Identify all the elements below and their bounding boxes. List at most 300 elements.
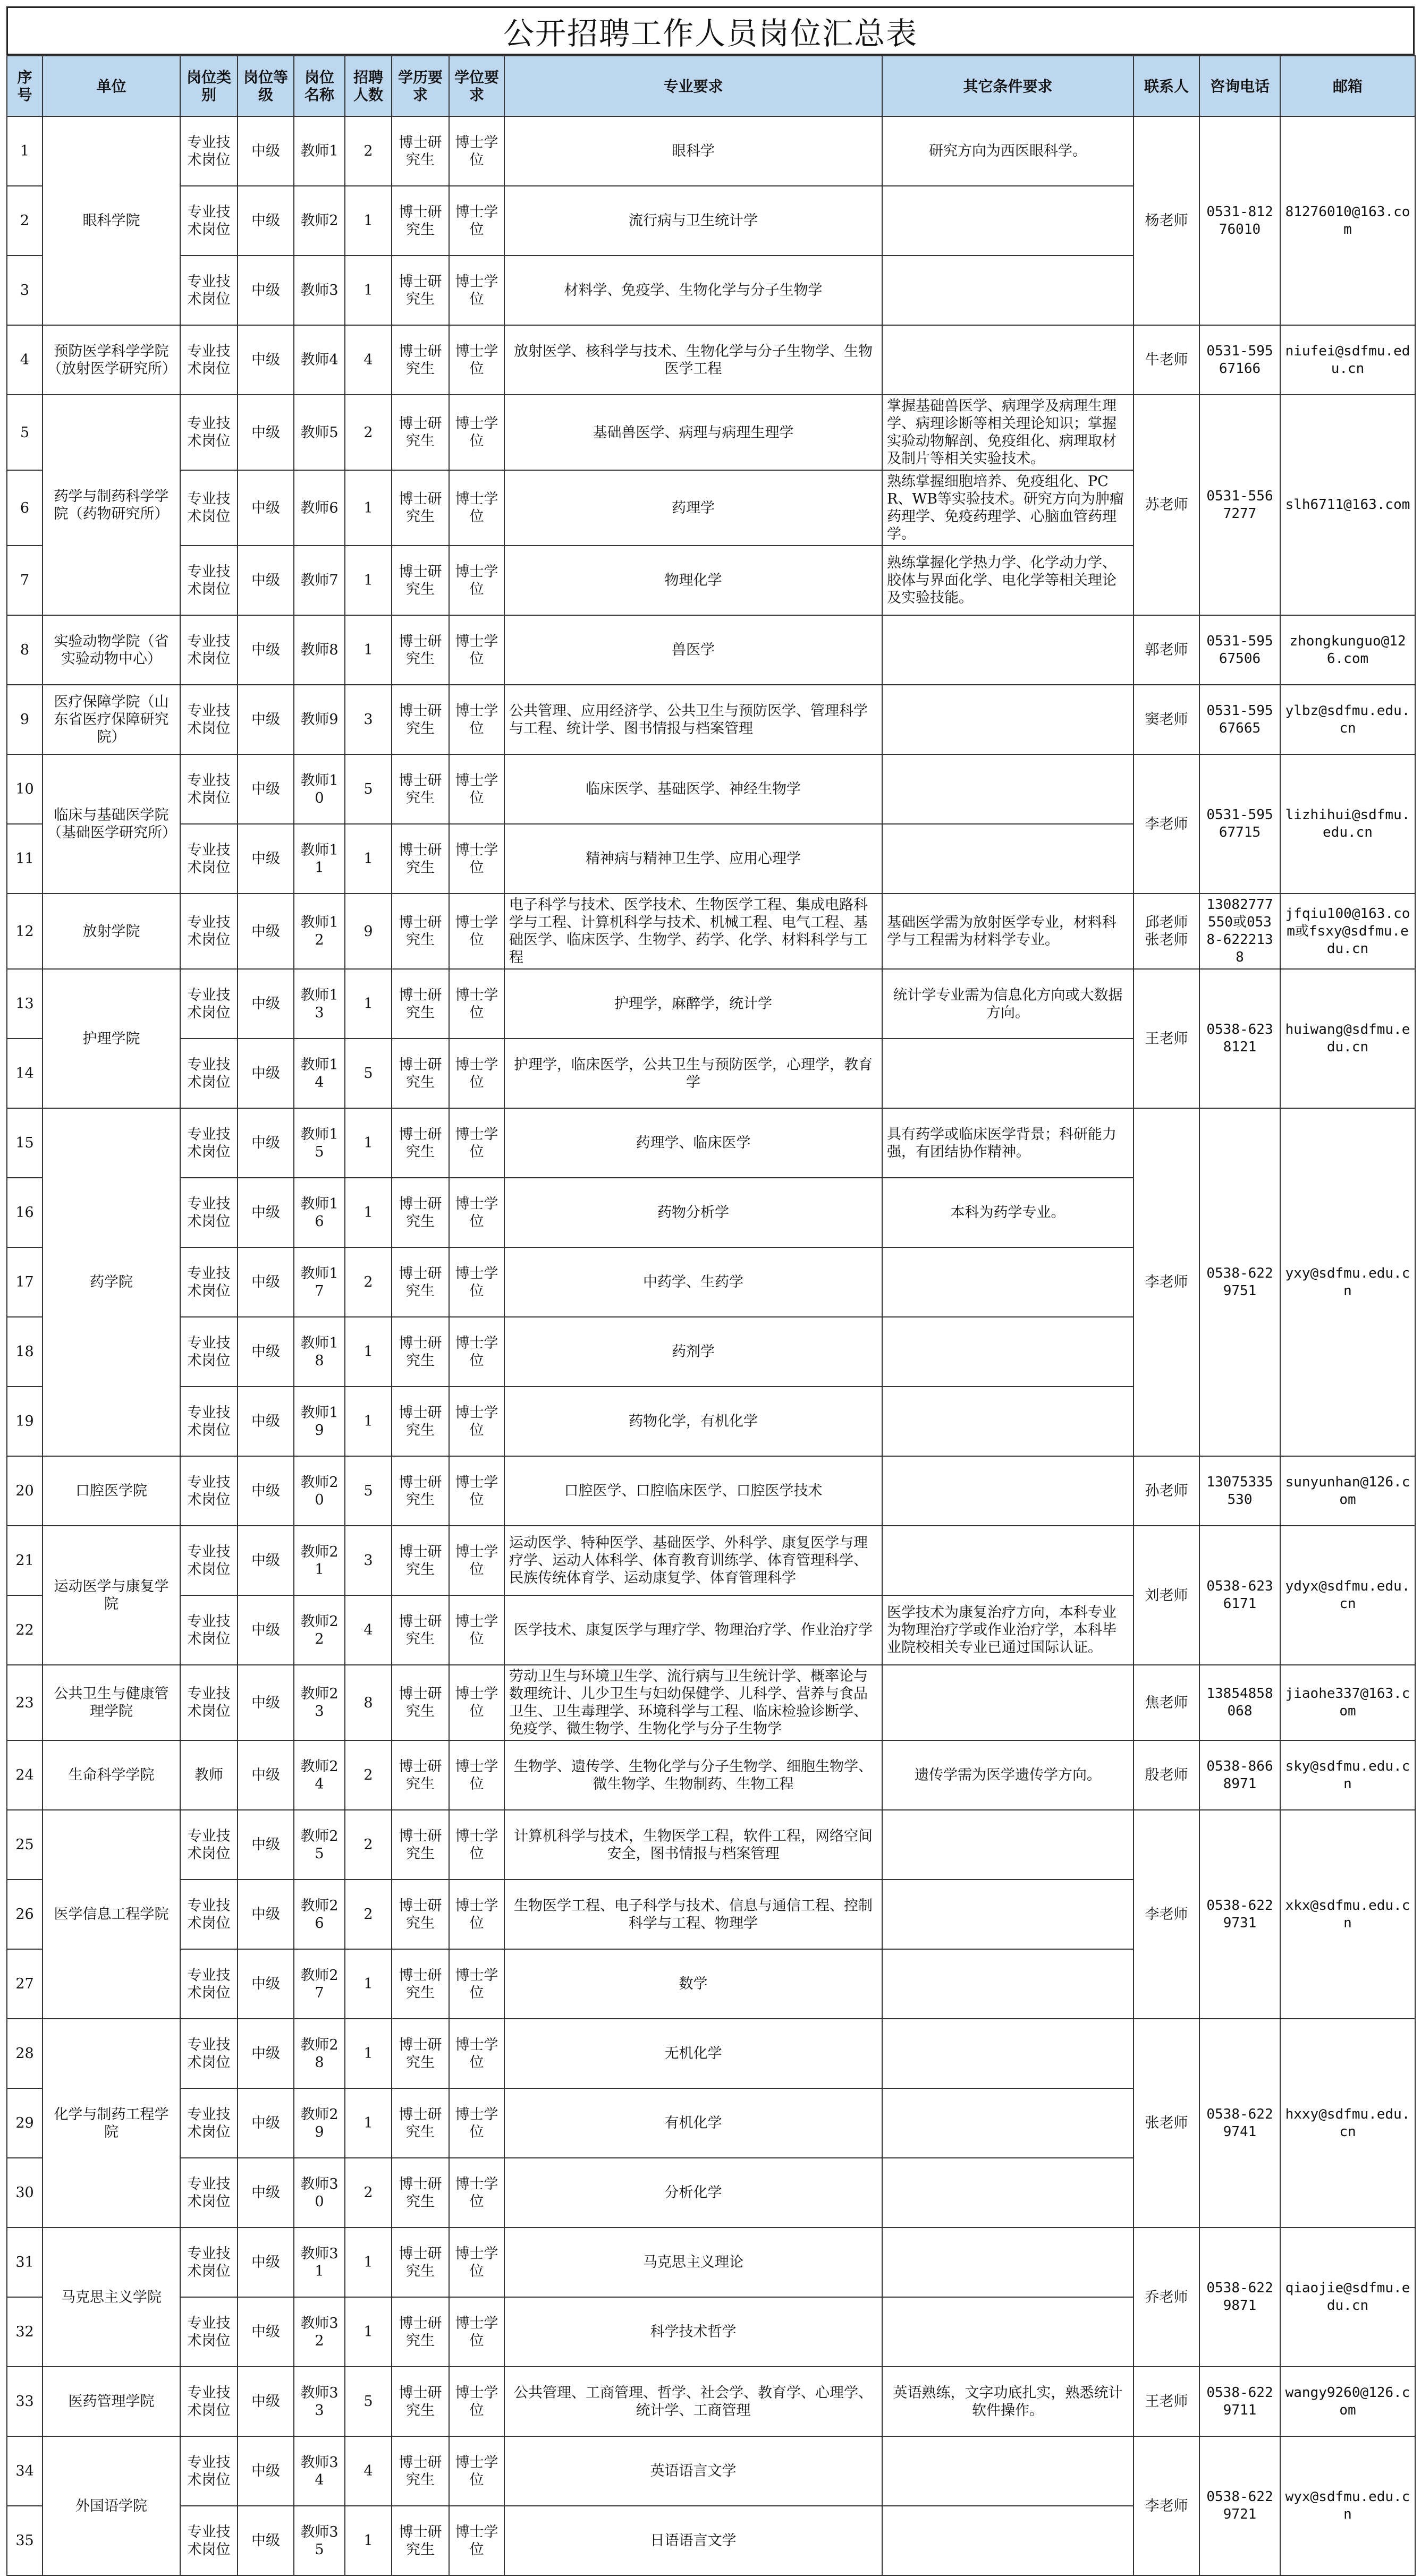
hire-count: 2 bbox=[345, 395, 392, 470]
hire-count: 1 bbox=[345, 1317, 392, 1387]
row-number: 4 bbox=[7, 325, 43, 395]
degree-requirement: 博士学位 bbox=[449, 2088, 504, 2158]
position-name: 教师28 bbox=[294, 2019, 345, 2088]
major-requirement: 日语语言文学 bbox=[504, 2506, 882, 2575]
position-name: 教师12 bbox=[294, 894, 345, 969]
hire-count: 1 bbox=[345, 1387, 392, 1456]
education-requirement: 博士研究生 bbox=[392, 470, 449, 546]
education-requirement: 博士研究生 bbox=[392, 1317, 449, 1387]
position-name: 教师32 bbox=[294, 2297, 345, 2367]
position-name: 教师3 bbox=[294, 256, 345, 325]
education-requirement: 博士研究生 bbox=[392, 186, 449, 256]
degree-requirement: 博士学位 bbox=[449, 2506, 504, 2575]
contact-email: niufei@sdfmu.edu.cn bbox=[1280, 325, 1415, 395]
contact-phone: 0531-5567277 bbox=[1199, 395, 1280, 615]
education-requirement: 博士研究生 bbox=[392, 685, 449, 754]
education-requirement: 博士研究生 bbox=[392, 969, 449, 1039]
other-requirement bbox=[882, 1387, 1134, 1456]
contact-email: wyx@sdfmu.edu.cn bbox=[1280, 2436, 1415, 2575]
contact-phone: 0538-6229731 bbox=[1199, 1810, 1280, 2019]
other-requirement bbox=[882, 2158, 1134, 2228]
major-requirement: 计算机科学与技术，生物医学工程，软件工程，网络空间安全，图书情报与档案管理 bbox=[504, 1810, 882, 1880]
header-count: 招聘人数 bbox=[345, 56, 392, 116]
position-category: 专业技术岗位 bbox=[180, 1387, 238, 1456]
contact-email: xkx@sdfmu.edu.cn bbox=[1280, 1810, 1415, 2019]
position-level: 中级 bbox=[238, 1880, 294, 1949]
position-name: 教师30 bbox=[294, 2158, 345, 2228]
hire-count: 3 bbox=[345, 1526, 392, 1595]
row-number: 35 bbox=[7, 2506, 43, 2575]
contact-phone: 13075335530 bbox=[1199, 1456, 1280, 1526]
table-row bbox=[7, 2367, 1415, 2436]
other-requirement bbox=[882, 2088, 1134, 2158]
position-category: 专业技术岗位 bbox=[180, 1880, 238, 1949]
contact-person: 王老师 bbox=[1134, 969, 1199, 1108]
degree-requirement: 博士学位 bbox=[449, 685, 504, 754]
other-requirement bbox=[882, 2019, 1134, 2088]
row-number: 8 bbox=[7, 615, 43, 685]
major-requirement: 公共管理、工商管理、哲学、社会学、教育学、心理学、统计学、工商管理 bbox=[504, 2367, 882, 2436]
row-number: 9 bbox=[7, 685, 43, 754]
position-category: 专业技术岗位 bbox=[180, 1247, 238, 1317]
row-number: 16 bbox=[7, 1178, 43, 1247]
contact-phone: 0538-6238121 bbox=[1199, 969, 1280, 1108]
unit-name: 护理学院 bbox=[43, 969, 180, 1108]
other-requirement bbox=[882, 2436, 1134, 2506]
position-name: 教师5 bbox=[294, 395, 345, 470]
position-name: 教师1 bbox=[294, 116, 345, 186]
row-number: 11 bbox=[7, 824, 43, 894]
degree-requirement: 博士学位 bbox=[449, 2297, 504, 2367]
hire-count: 1 bbox=[345, 256, 392, 325]
contact-person: 刘老师 bbox=[1134, 1526, 1199, 1665]
other-requirement: 基础医学需为放射医学专业，材料科学与工程需为材料学专业。 bbox=[882, 894, 1134, 969]
table-row bbox=[7, 969, 1415, 1039]
position-category: 专业技术岗位 bbox=[180, 1665, 238, 1740]
other-requirement bbox=[882, 325, 1134, 395]
major-requirement: 临床医学、基础医学、神经生物学 bbox=[504, 754, 882, 824]
hire-count: 1 bbox=[345, 824, 392, 894]
position-category: 专业技术岗位 bbox=[180, 256, 238, 325]
position-name: 教师16 bbox=[294, 1178, 345, 1247]
contact-person: 邱老师 张老师 bbox=[1134, 894, 1199, 969]
other-requirement bbox=[882, 1039, 1134, 1108]
position-level: 中级 bbox=[238, 754, 294, 824]
other-requirement: 医学技术为康复治疗方向，本科专业为物理治疗学或作业治疗学，本科毕业院校相关专业已通过国际认证。 bbox=[882, 1595, 1134, 1665]
position-level: 中级 bbox=[238, 1740, 294, 1810]
hire-count: 5 bbox=[345, 1456, 392, 1526]
hire-count: 1 bbox=[345, 470, 392, 546]
education-requirement: 博士研究生 bbox=[392, 2019, 449, 2088]
other-requirement: 本科为药学专业。 bbox=[882, 1178, 1134, 1247]
major-requirement: 运动医学、特种医学、基础医学、外科学、康复医学与理疗学、运动人体科学、体育教育训练学、体育管理科学、民族传统体育学、运动康复学、体育管理科学 bbox=[504, 1526, 882, 1595]
position-category: 专业技术岗位 bbox=[180, 2367, 238, 2436]
row-number: 33 bbox=[7, 2367, 43, 2436]
hire-count: 5 bbox=[345, 754, 392, 824]
hire-count: 9 bbox=[345, 894, 392, 969]
education-requirement: 博士研究生 bbox=[392, 1178, 449, 1247]
major-requirement: 劳动卫生与环境卫生学、流行病与卫生统计学、概率论与数理统计、儿少卫生与妇幼保健学、儿科学、营养与食品卫生、卫生毒理学、环境科学与工程、临床检验诊断学、免疫学、微生物学、生物化学与分子生物学 bbox=[504, 1665, 882, 1740]
position-category: 专业技术岗位 bbox=[180, 116, 238, 186]
position-category: 专业技术岗位 bbox=[180, 186, 238, 256]
position-category: 专业技术岗位 bbox=[180, 325, 238, 395]
position-level: 中级 bbox=[238, 1456, 294, 1526]
education-requirement: 博士研究生 bbox=[392, 116, 449, 186]
position-name: 教师20 bbox=[294, 1456, 345, 1526]
major-requirement: 药物化学，有机化学 bbox=[504, 1387, 882, 1456]
degree-requirement: 博士学位 bbox=[449, 1665, 504, 1740]
position-category: 专业技术岗位 bbox=[180, 2228, 238, 2297]
degree-requirement: 博士学位 bbox=[449, 1595, 504, 1665]
position-name: 教师24 bbox=[294, 1740, 345, 1810]
other-requirement bbox=[882, 615, 1134, 685]
position-name: 教师21 bbox=[294, 1526, 345, 1595]
other-requirement: 熟练掌握细胞培养、免疫组化、PCR、WB等实验技术。研究方向为肿瘤药理学、免疫药理学、心脑血管药理学。 bbox=[882, 470, 1134, 546]
header-degree: 学位要求 bbox=[449, 56, 504, 116]
education-requirement: 博士研究生 bbox=[392, 256, 449, 325]
table-row bbox=[7, 615, 1415, 685]
table-row bbox=[7, 1108, 1415, 1178]
degree-requirement: 博士学位 bbox=[449, 325, 504, 395]
position-name: 教师8 bbox=[294, 615, 345, 685]
position-category: 专业技术岗位 bbox=[180, 894, 238, 969]
position-name: 教师34 bbox=[294, 2436, 345, 2506]
major-requirement: 物理化学 bbox=[504, 546, 882, 615]
position-level: 中级 bbox=[238, 2088, 294, 2158]
position-category: 专业技术岗位 bbox=[180, 1178, 238, 1247]
other-requirement bbox=[882, 1665, 1134, 1740]
row-number: 32 bbox=[7, 2297, 43, 2367]
position-category: 专业技术岗位 bbox=[180, 1317, 238, 1387]
position-category: 教师 bbox=[180, 1740, 238, 1810]
major-requirement: 眼科学 bbox=[504, 116, 882, 186]
contact-person: 牛老师 bbox=[1134, 325, 1199, 395]
unit-name: 公共卫生与健康管理学院 bbox=[43, 1665, 180, 1740]
other-requirement bbox=[882, 1949, 1134, 2019]
position-level: 中级 bbox=[238, 470, 294, 546]
education-requirement: 博士研究生 bbox=[392, 824, 449, 894]
degree-requirement: 博士学位 bbox=[449, 824, 504, 894]
position-level: 中级 bbox=[238, 1178, 294, 1247]
position-name: 教师35 bbox=[294, 2506, 345, 2575]
header-other: 其它条件要求 bbox=[882, 56, 1134, 116]
table-row bbox=[7, 395, 1415, 470]
degree-requirement: 博士学位 bbox=[449, 754, 504, 824]
row-number: 5 bbox=[7, 395, 43, 470]
header-level: 岗位等级 bbox=[238, 56, 294, 116]
row-number: 19 bbox=[7, 1387, 43, 1456]
contact-email: yxy@sdfmu.edu.cn bbox=[1280, 1108, 1415, 1456]
header-position: 岗位名称 bbox=[294, 56, 345, 116]
education-requirement: 博士研究生 bbox=[392, 1387, 449, 1456]
contact-phone: 0538-6229751 bbox=[1199, 1108, 1280, 1456]
major-requirement: 药物分析学 bbox=[504, 1178, 882, 1247]
position-category: 专业技术岗位 bbox=[180, 969, 238, 1039]
unit-name: 医学信息工程学院 bbox=[43, 1810, 180, 2019]
degree-requirement: 博士学位 bbox=[449, 186, 504, 256]
degree-requirement: 博士学位 bbox=[449, 2019, 504, 2088]
contact-email: wangy9260@126.com bbox=[1280, 2367, 1415, 2436]
position-name: 教师2 bbox=[294, 186, 345, 256]
degree-requirement: 博士学位 bbox=[449, 1526, 504, 1595]
contact-phone: 13082777550或0538-6222138 bbox=[1199, 894, 1280, 969]
major-requirement: 药理学、临床医学 bbox=[504, 1108, 882, 1178]
position-category: 专业技术岗位 bbox=[180, 1595, 238, 1665]
hire-count: 1 bbox=[345, 969, 392, 1039]
position-level: 中级 bbox=[238, 894, 294, 969]
table-row bbox=[7, 325, 1415, 395]
table-row bbox=[7, 116, 1415, 186]
major-requirement: 电子科学与技术、医学技术、生物医学工程、集成电路科学与工程、计算机科学与技术、机械工程、电气工程、基础医学、临床医学、生物学、药学、化学、材料科学与工程 bbox=[504, 894, 882, 969]
contact-email: ylbz@sdfmu.edu.cn bbox=[1280, 685, 1415, 754]
row-number: 28 bbox=[7, 2019, 43, 2088]
education-requirement: 博士研究生 bbox=[392, 1880, 449, 1949]
other-requirement bbox=[882, 1317, 1134, 1387]
contact-phone: 0531-59567715 bbox=[1199, 754, 1280, 894]
position-level: 中级 bbox=[238, 2158, 294, 2228]
unit-name: 预防医学科学学院（放射医学研究所） bbox=[43, 325, 180, 395]
row-number: 14 bbox=[7, 1039, 43, 1108]
hire-count: 1 bbox=[345, 2297, 392, 2367]
row-number: 2 bbox=[7, 186, 43, 256]
position-name: 教师9 bbox=[294, 685, 345, 754]
education-requirement: 博士研究生 bbox=[392, 2228, 449, 2297]
contact-person: 孙老师 bbox=[1134, 1456, 1199, 1526]
position-level: 中级 bbox=[238, 256, 294, 325]
hire-count: 1 bbox=[345, 1178, 392, 1247]
other-requirement bbox=[882, 2297, 1134, 2367]
degree-requirement: 博士学位 bbox=[449, 615, 504, 685]
contact-email: ydyx@sdfmu.edu.cn bbox=[1280, 1526, 1415, 1665]
contact-phone: 0538-6229741 bbox=[1199, 2019, 1280, 2228]
row-number: 10 bbox=[7, 754, 43, 824]
position-level: 中级 bbox=[238, 1595, 294, 1665]
position-category: 专业技术岗位 bbox=[180, 2088, 238, 2158]
degree-requirement: 博士学位 bbox=[449, 2228, 504, 2297]
contact-person: 王老师 bbox=[1134, 2367, 1199, 2436]
major-requirement: 护理学，临床医学，公共卫生与预防医学，心理学，教育学 bbox=[504, 1039, 882, 1108]
contact-email: lizhihui@sdfmu.edu.cn bbox=[1280, 754, 1415, 894]
hire-count: 2 bbox=[345, 1880, 392, 1949]
table-row bbox=[7, 2436, 1415, 2506]
hire-count: 5 bbox=[345, 2367, 392, 2436]
education-requirement: 博士研究生 bbox=[392, 894, 449, 969]
row-number: 15 bbox=[7, 1108, 43, 1178]
major-requirement: 中药学、生药学 bbox=[504, 1247, 882, 1317]
education-requirement: 博士研究生 bbox=[392, 2506, 449, 2575]
other-requirement: 掌握基础兽医学、病理学及病理生理学、病理诊断等相关理论知识；掌握实验动物解剖、免疫组化、病理取材及制片等相关实验技术。 bbox=[882, 395, 1134, 470]
header-row bbox=[7, 56, 1415, 116]
positions-table bbox=[6, 55, 1416, 2576]
contact-phone: 0531-59567166 bbox=[1199, 325, 1280, 395]
hire-count: 3 bbox=[345, 685, 392, 754]
position-level: 中级 bbox=[238, 2228, 294, 2297]
position-level: 中级 bbox=[238, 2436, 294, 2506]
degree-requirement: 博士学位 bbox=[449, 1317, 504, 1387]
position-name: 教师18 bbox=[294, 1317, 345, 1387]
contact-phone: 0538-6229871 bbox=[1199, 2228, 1280, 2367]
row-number: 27 bbox=[7, 1949, 43, 2019]
education-requirement: 博士研究生 bbox=[392, 2367, 449, 2436]
unit-name: 放射学院 bbox=[43, 894, 180, 969]
unit-name: 口腔医学院 bbox=[43, 1456, 180, 1526]
header-phone: 咨询电话 bbox=[1199, 56, 1280, 116]
row-number: 21 bbox=[7, 1526, 43, 1595]
position-level: 中级 bbox=[238, 685, 294, 754]
degree-requirement: 博士学位 bbox=[449, 1949, 504, 2019]
hire-count: 2 bbox=[345, 1740, 392, 1810]
degree-requirement: 博士学位 bbox=[449, 395, 504, 470]
position-name: 教师17 bbox=[294, 1247, 345, 1317]
major-requirement: 兽医学 bbox=[504, 615, 882, 685]
position-level: 中级 bbox=[238, 824, 294, 894]
position-name: 教师15 bbox=[294, 1108, 345, 1178]
contact-person: 李老师 bbox=[1134, 2436, 1199, 2575]
contact-email: zhongkunguo@126.com bbox=[1280, 615, 1415, 685]
table-row bbox=[7, 2019, 1415, 2088]
major-requirement: 口腔医学、口腔临床医学、口腔医学技术 bbox=[504, 1456, 882, 1526]
other-requirement bbox=[882, 2506, 1134, 2575]
major-requirement: 护理学，麻醉学，统计学 bbox=[504, 969, 882, 1039]
table-title: 公开招聘工作人员岗位汇总表 bbox=[6, 6, 1415, 55]
table-row bbox=[7, 2228, 1415, 2297]
position-level: 中级 bbox=[238, 1387, 294, 1456]
major-requirement: 分析化学 bbox=[504, 2158, 882, 2228]
position-category: 专业技术岗位 bbox=[180, 2436, 238, 2506]
other-requirement bbox=[882, 1526, 1134, 1595]
unit-name: 马克思主义学院 bbox=[43, 2228, 180, 2367]
table-row bbox=[7, 894, 1415, 969]
education-requirement: 博士研究生 bbox=[392, 546, 449, 615]
major-requirement: 药剂学 bbox=[504, 1317, 882, 1387]
position-level: 中级 bbox=[238, 1247, 294, 1317]
position-name: 教师27 bbox=[294, 1949, 345, 2019]
contact-person: 乔老师 bbox=[1134, 2228, 1199, 2367]
other-requirement: 研究方向为西医眼科学。 bbox=[882, 116, 1134, 186]
position-category: 专业技术岗位 bbox=[180, 1949, 238, 2019]
other-requirement bbox=[882, 186, 1134, 256]
major-requirement: 药理学 bbox=[504, 470, 882, 546]
other-requirement bbox=[882, 1810, 1134, 1880]
position-level: 中级 bbox=[238, 116, 294, 186]
contact-person: 杨老师 bbox=[1134, 116, 1199, 325]
row-number: 1 bbox=[7, 116, 43, 186]
position-name: 教师25 bbox=[294, 1810, 345, 1880]
position-level: 中级 bbox=[238, 395, 294, 470]
row-number: 25 bbox=[7, 1810, 43, 1880]
position-category: 专业技术岗位 bbox=[180, 1039, 238, 1108]
position-name: 教师31 bbox=[294, 2228, 345, 2297]
header-contact: 联系人 bbox=[1134, 56, 1199, 116]
other-requirement bbox=[882, 824, 1134, 894]
table-row bbox=[7, 1456, 1415, 1526]
contact-person: 焦老师 bbox=[1134, 1665, 1199, 1740]
education-requirement: 博士研究生 bbox=[392, 615, 449, 685]
unit-name: 药学院 bbox=[43, 1108, 180, 1456]
position-name: 教师23 bbox=[294, 1665, 345, 1740]
position-name: 教师6 bbox=[294, 470, 345, 546]
education-requirement: 博士研究生 bbox=[392, 2297, 449, 2367]
row-number: 34 bbox=[7, 2436, 43, 2506]
major-requirement: 数学 bbox=[504, 1949, 882, 2019]
contact-person: 窦老师 bbox=[1134, 685, 1199, 754]
unit-name: 实验动物学院（省实验动物中心） bbox=[43, 615, 180, 685]
contact-email: slh6711@163.com bbox=[1280, 395, 1415, 615]
major-requirement: 医学技术、康复医学与理疗学、物理治疗学、作业治疗学 bbox=[504, 1595, 882, 1665]
other-requirement bbox=[882, 1880, 1134, 1949]
position-name: 教师22 bbox=[294, 1595, 345, 1665]
position-level: 中级 bbox=[238, 1039, 294, 1108]
major-requirement: 无机化学 bbox=[504, 2019, 882, 2088]
contact-phone: 0531-59567506 bbox=[1199, 615, 1280, 685]
position-level: 中级 bbox=[238, 969, 294, 1039]
degree-requirement: 博士学位 bbox=[449, 1740, 504, 1810]
degree-requirement: 博士学位 bbox=[449, 969, 504, 1039]
education-requirement: 博士研究生 bbox=[392, 1526, 449, 1595]
hire-count: 1 bbox=[345, 2088, 392, 2158]
position-level: 中级 bbox=[238, 2297, 294, 2367]
contact-person: 殷老师 bbox=[1134, 1740, 1199, 1810]
degree-requirement: 博士学位 bbox=[449, 116, 504, 186]
major-requirement: 精神病与精神卫生学、应用心理学 bbox=[504, 824, 882, 894]
position-category: 专业技术岗位 bbox=[180, 1526, 238, 1595]
other-requirement: 具有药学或临床医学背景；科研能力强，有团结协作精神。 bbox=[882, 1108, 1134, 1178]
position-name: 教师7 bbox=[294, 546, 345, 615]
row-number: 3 bbox=[7, 256, 43, 325]
degree-requirement: 博士学位 bbox=[449, 1178, 504, 1247]
position-name: 教师19 bbox=[294, 1387, 345, 1456]
hire-count: 2 bbox=[345, 1810, 392, 1880]
hire-count: 1 bbox=[345, 2019, 392, 2088]
degree-requirement: 博士学位 bbox=[449, 1456, 504, 1526]
contact-phone: 0531-59567665 bbox=[1199, 685, 1280, 754]
other-requirement bbox=[882, 685, 1134, 754]
row-number: 23 bbox=[7, 1665, 43, 1740]
header-education: 学历要求 bbox=[392, 56, 449, 116]
position-name: 教师14 bbox=[294, 1039, 345, 1108]
unit-name: 外国语学院 bbox=[43, 2436, 180, 2575]
hire-count: 4 bbox=[345, 325, 392, 395]
row-number: 13 bbox=[7, 969, 43, 1039]
position-category: 专业技术岗位 bbox=[180, 2019, 238, 2088]
position-name: 教师11 bbox=[294, 824, 345, 894]
contact-person: 李老师 bbox=[1134, 1108, 1199, 1456]
table-row bbox=[7, 1810, 1415, 1880]
degree-requirement: 博士学位 bbox=[449, 1810, 504, 1880]
header-email: 邮箱 bbox=[1280, 56, 1415, 116]
degree-requirement: 博士学位 bbox=[449, 1880, 504, 1949]
major-requirement: 马克思主义理论 bbox=[504, 2228, 882, 2297]
other-requirement bbox=[882, 754, 1134, 824]
header-no: 序号 bbox=[7, 56, 43, 116]
education-requirement: 博士研究生 bbox=[392, 1810, 449, 1880]
degree-requirement: 博士学位 bbox=[449, 1247, 504, 1317]
contact-email: sunyunhan@126.com bbox=[1280, 1456, 1415, 1526]
position-category: 专业技术岗位 bbox=[180, 754, 238, 824]
education-requirement: 博士研究生 bbox=[392, 1740, 449, 1810]
position-name: 教师29 bbox=[294, 2088, 345, 2158]
position-level: 中级 bbox=[238, 1665, 294, 1740]
major-requirement: 有机化学 bbox=[504, 2088, 882, 2158]
position-category: 专业技术岗位 bbox=[180, 615, 238, 685]
contact-email: huiwang@sdfmu.edu.cn bbox=[1280, 969, 1415, 1108]
position-level: 中级 bbox=[238, 2506, 294, 2575]
row-number: 22 bbox=[7, 1595, 43, 1665]
education-requirement: 博士研究生 bbox=[392, 754, 449, 824]
other-requirement bbox=[882, 2228, 1134, 2297]
contact-email: jiaohe337@163.com bbox=[1280, 1665, 1415, 1740]
hire-count: 5 bbox=[345, 1039, 392, 1108]
